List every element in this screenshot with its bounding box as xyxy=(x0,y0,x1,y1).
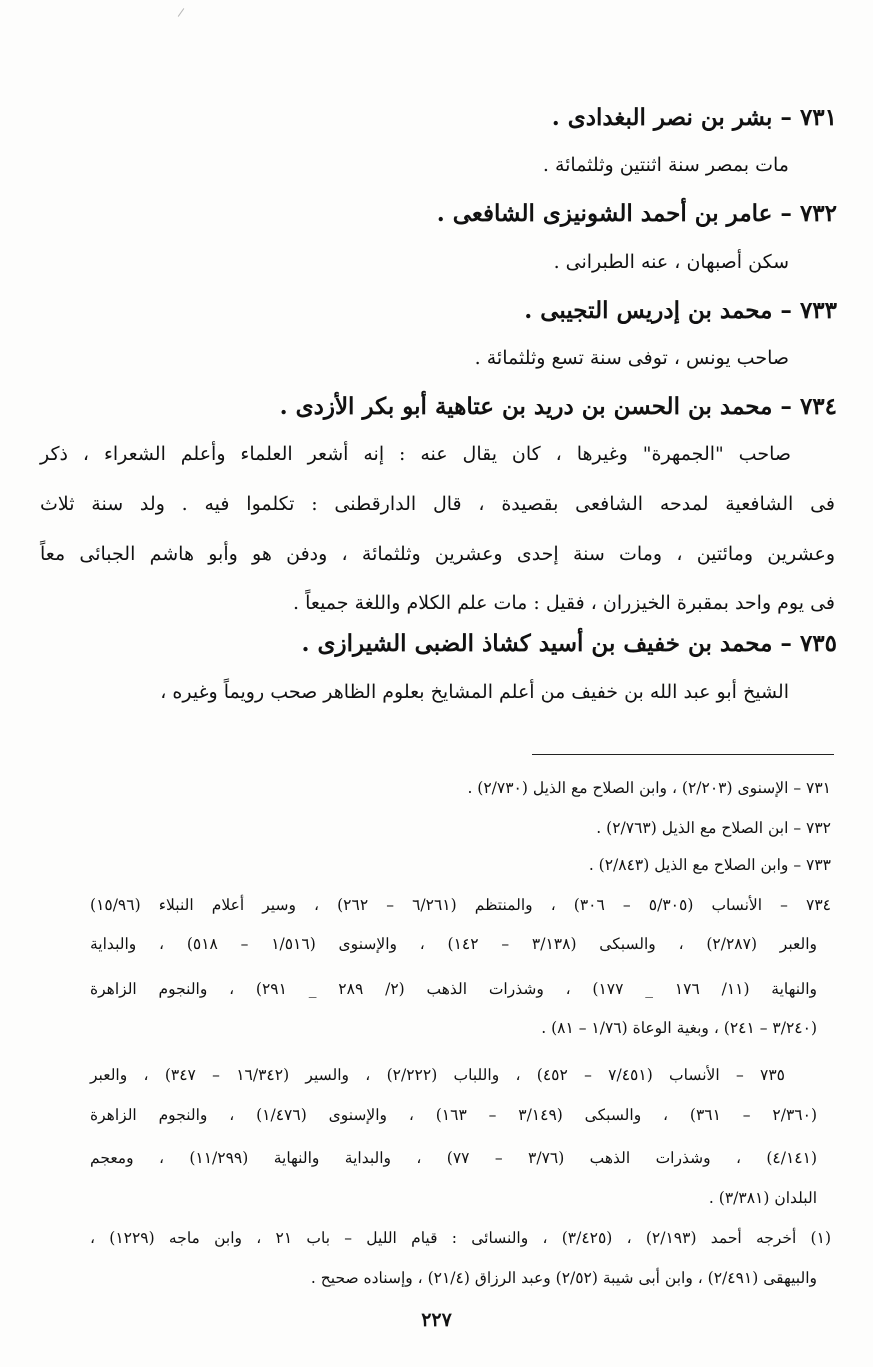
entry-732-text: سكن أصبهان ، عنه الطبرانى . xyxy=(553,251,789,273)
footnote-733: ٧٣٣ – وابن الصلاح مع الذيل (٢/٨٤٣) . xyxy=(588,856,831,874)
footnote-1-line-1: (١) أخرجه أحمد (٢/١٩٣) ، (٣/٤٢٥) ، والنسائى : قيام الليل – باب ٢١ ، وابن ماجه (١٢٢٩) ، xyxy=(90,1229,831,1247)
entry-733-heading: ٧٣٣ – محمد بن إدريس التجيبى . xyxy=(524,297,837,324)
entry-734-line-1: صاحب "الجمهرة" وغيرها ، كان يقال عنه : إنه أشعر العلماء وأعلم الشعراء ، ذكر xyxy=(40,443,791,465)
entry-734-line-3: وعشرين ومائتين ، ومات سنة إحدى وعشرين وثلثمائة ، ودفن هو وأبو هاشم الجبائى معاً xyxy=(40,543,835,565)
page-number: ٢٢٧ xyxy=(421,1309,452,1331)
footnote-731: ٧٣١ – الإسنوى (٢/٢٠٣) ، وابن الصلاح مع الذيل (٢/٧٣٠) . xyxy=(467,779,831,797)
footnote-735-line-1: ٧٣٥ – الأنساب (٧/٤٥١ – ٤٥٢) ، واللباب (٢/٢٢٢) ، والسير (١٦/٣٤٢ – ٣٤٧) ، والعبر xyxy=(90,1066,785,1084)
footnote-1-line-2: والبيهقى (٢/٤٩١) ، وابن أبى شيبة (٢/٥٢) وعبد الرزاق (٢١/٤) ، وإسناده صحيح . xyxy=(310,1269,817,1287)
entry-734-heading: ٧٣٤ – محمد بن الحسن بن دريد بن عتاهية أبو بكر الأزدى . xyxy=(279,393,837,420)
footnote-735-line-3: (٤/١٤١) ، وشذرات الذهب (٣/٧٦ – ٧٧) ، والبداية والنهاية (١١/٢٩٩) ، ومعجم xyxy=(90,1149,817,1167)
entry-734-line-2: فى الشافعية لمدحه الشافعى بقصيدة ، قال الدارقطنى : تكلموا فيه . ولد سنة ثلاث xyxy=(40,493,835,515)
footnote-734-line-4: (٣/٢٤٠ – ٢٤١) ، وبغية الوعاة (١/٧٦ – ٨١) . xyxy=(541,1019,817,1037)
entry-733-text: صاحب يونس ، توفى سنة تسع وثلثمائة . xyxy=(474,347,789,369)
entry-735-text: الشيخ أبو عبد الله بن خفيف من أعلم المشايخ بعلوم الظاهر صحب رويماً وغيره ، xyxy=(160,681,789,703)
entry-734-line-4: فى يوم واحد بمقبرة الخيزران ، فقيل : مات علم الكلام واللغة جميعاً . xyxy=(293,592,835,614)
footnote-734-line-2: والعبر (٢/٢٨٧) ، والسبكى (٣/١٣٨ – ١٤٢) ، والإسنوى (١/٥١٦ – ٥١٨) ، والبداية xyxy=(90,935,817,953)
entry-731-text: مات بمصر سنة اثنتين وثلثمائة . xyxy=(542,154,789,176)
footnote-separator xyxy=(532,754,834,755)
footnote-735-line-2: (٢/٣٦٠ – ٣٦١) ، والسبكى (٣/١٤٩ – ١٦٣) ، والإسنوى (١/٤٧٦) ، والنجوم الزاهرة xyxy=(90,1106,817,1124)
footnote-734-line-3: والنهاية (١١/ ١٧٦ _ ١٧٧) ، وشذرات الذهب (٢/ ٢٨٩ _ ٢٩١) ، والنجوم الزاهرة xyxy=(90,980,817,998)
entry-732-heading: ٧٣٢ – عامر بن أحمد الشونيزى الشافعى . xyxy=(436,200,837,227)
entry-731-heading: ٧٣١ – بشر بن نصر البغدادى . xyxy=(551,104,837,131)
footnote-735-line-4: البلدان (٣/٣٨١) . xyxy=(708,1189,817,1207)
scan-mark xyxy=(178,8,185,17)
footnote-734-line-1: ٧٣٤ – الأنساب (٥/٣٠٥ – ٣٠٦) ، والمنتظم (٦/٢٦١ – ٢٦٢) ، وسير أعلام النبلاء (١٥/٩٦) xyxy=(90,896,831,914)
entry-735-heading: ٧٣٥ – محمد بن خفيف بن أسيد كشاذ الضبى الشيرازى . xyxy=(301,630,837,657)
footnote-732: ٧٣٢ – ابن الصلاح مع الذيل (٢/٧٦٣) . xyxy=(596,819,831,837)
